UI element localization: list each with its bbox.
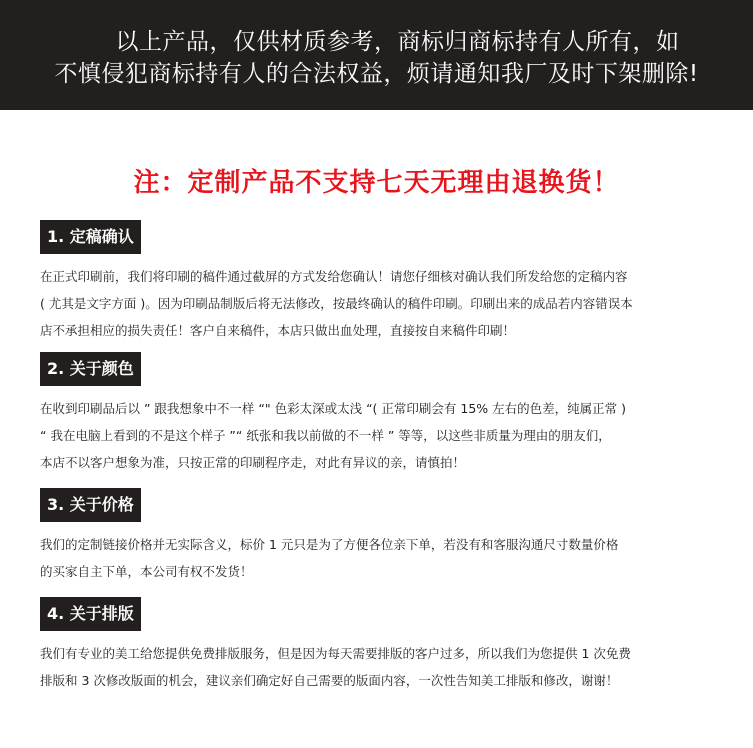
section-text-line: ( 尤其是文字方面 )。因为印刷品制版后将无法修改，按最终确认的稿件印刷。印刷出来的成品若内容错误本	[40, 296, 633, 311]
section-title: 3. 关于价格	[40, 488, 141, 522]
section-text-line: 我们的定制链接价格并无实际含义，标价 1 元只是为了方便各位亲下单，若没有和客服沟通尺寸数量价格	[40, 537, 619, 552]
section-text-line: 排版和 3 次修改版面的机会，建议亲们确定好自己需要的版面内容，一次性告知美工排版和修改，谢谢！	[40, 673, 619, 688]
section-text-line: “ 我在电脑上看到的不是这个样子 ”“ 纸张和我以前做的不一样 ” 等等，以这些非质量为理由的朋友们，	[40, 428, 611, 443]
section-body	[40, 531, 720, 585]
section-body	[40, 263, 720, 344]
section-title: 1. 定稿确认	[40, 220, 141, 254]
section-text-line: 的买家自主下单，本公司有权不发货！	[40, 564, 253, 579]
no-return-notice: 注：定制产品不支持七天无理由退换货！	[133, 168, 620, 198]
section-text-line: 在正式印刷前，我们将印刷的稿件通过截屏的方式发给您确认！请您仔细核对确认我们所发给您的定稿内容	[40, 269, 628, 284]
disclaimer-line-1: 以上产品，仅供材质参考，商标归商标持有人所有，如	[115, 29, 680, 55]
section-body	[40, 395, 720, 476]
section-layout	[40, 597, 720, 694]
section-draft-confirmation	[40, 220, 720, 344]
disclaimer-banner	[0, 0, 753, 110]
section-text-line: 本店不以客户想象为准，只按正常的印刷程序走，对此有异议的亲，请慎拍！	[40, 455, 466, 470]
section-price	[40, 488, 720, 585]
disclaimer-line-2: 不慎侵犯商标持有人的合法权益，烦请通知我厂及时下架删除!	[54, 61, 699, 87]
section-title: 4. 关于排版	[40, 597, 141, 631]
section-body	[40, 640, 720, 694]
section-color	[40, 352, 720, 476]
section-text-line: 店不承担相应的损失责任！客户自来稿件，本店只做出血处理，直接按自来稿件印刷！	[40, 323, 516, 338]
section-title: 2. 关于颜色	[40, 352, 141, 386]
section-text-line: 我们有专业的美工给您提供免费排版服务，但是因为每天需要排版的客户过多，所以我们为您提供 1 次免费	[40, 646, 631, 661]
section-text-line: 在收到印刷品后以 ” 跟我想象中不一样 “" 色彩太深或太浅 “( 正常印刷会有 15% 左右的色差，纯属正常 )	[40, 401, 626, 416]
